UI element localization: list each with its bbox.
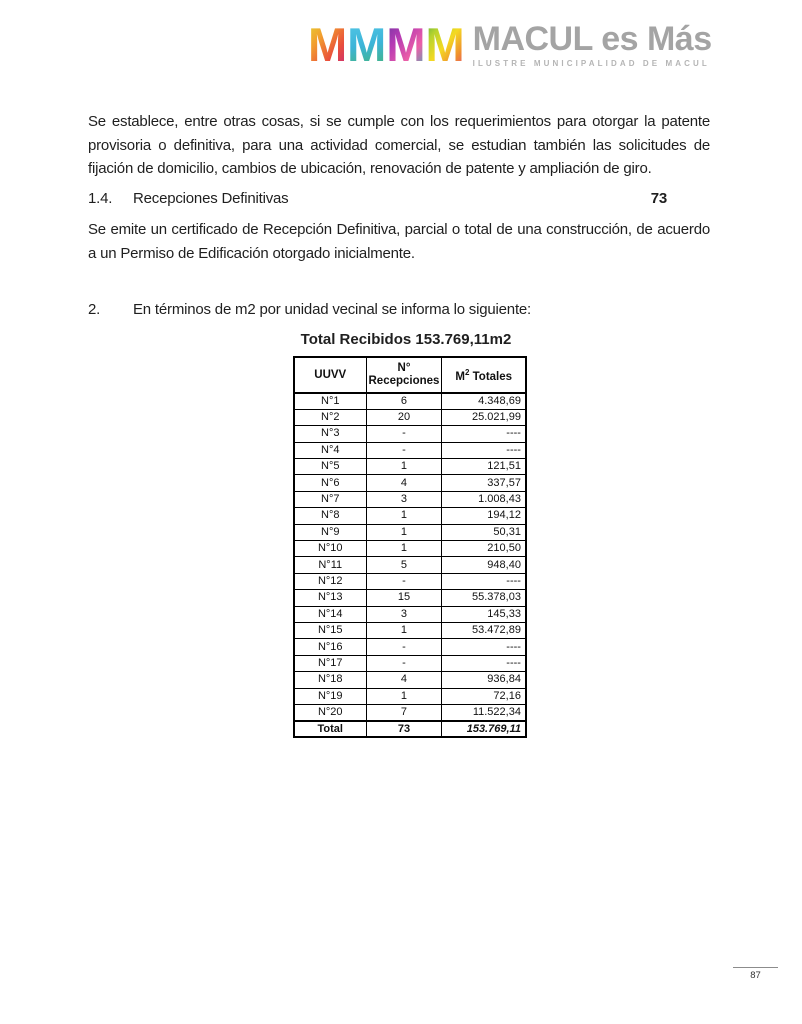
cell-m2-totales: 25.021,99 xyxy=(442,409,526,425)
paragraph-recepcion: Se emite un certificado de Recepción Definitiva, parcial o total de una construcción, de acuerdo a un Permiso de Edificación otorgado inicialmente. xyxy=(88,221,710,262)
cell-uuvv: N°1 xyxy=(294,393,366,409)
logo-title: MACUL es Más xyxy=(472,20,712,58)
cell-m2-totales: 145,33 xyxy=(442,606,526,622)
recepciones-table-body xyxy=(294,393,526,737)
cell-m2-totales: 50,31 xyxy=(442,524,526,540)
cell-recepciones: 5 xyxy=(366,557,442,573)
cell-uuvv: N°3 xyxy=(294,426,366,442)
logo-m-3: M xyxy=(386,18,424,71)
cell-m2-totales: ---- xyxy=(442,655,526,671)
cell-m2-totales: 72,16 xyxy=(442,688,526,704)
logo-mmmm-mark xyxy=(308,18,465,72)
header-recepciones-line2: Recepciones xyxy=(368,375,440,387)
logo-m-2: M xyxy=(347,18,385,71)
table-row xyxy=(294,491,526,507)
municipality-logo xyxy=(308,18,712,72)
cell-uuvv: N°12 xyxy=(294,573,366,589)
logo-subtitle: ILUSTRE MUNICIPALIDAD DE MACUL xyxy=(472,59,710,68)
table-row xyxy=(294,442,526,458)
item-number: 2. xyxy=(88,301,101,318)
table-row xyxy=(294,606,526,622)
cell-m2-totales: ---- xyxy=(442,442,526,458)
table-row xyxy=(294,541,526,557)
table-row xyxy=(294,639,526,655)
table-row xyxy=(294,622,526,638)
table-row xyxy=(294,459,526,475)
table-header-row xyxy=(294,357,526,393)
cell-uuvv: N°11 xyxy=(294,557,366,573)
table-row xyxy=(294,688,526,704)
cell-uuvv: N°13 xyxy=(294,590,366,606)
page-content xyxy=(88,110,710,738)
cell-m2-totales: ---- xyxy=(442,573,526,589)
cell-recepciones: 20 xyxy=(366,409,442,425)
header-m2-totales: $M^2$ Totales xyxy=(442,357,526,393)
cell-recepciones: 73 xyxy=(366,721,442,737)
table-row xyxy=(294,704,526,720)
cell-recepciones: - xyxy=(366,573,442,589)
table-row xyxy=(294,590,526,606)
table-row xyxy=(294,475,526,491)
logo-text-block xyxy=(473,22,712,72)
cell-m2-totales: 121,51 xyxy=(442,459,526,475)
table-row xyxy=(294,557,526,573)
paragraph-patentes: Se establece, entre otras cosas, si se cumple con los requerimientos para otorgar la patente provisoria o definitiva, para una actividad comercial, se estudian también las solicitudes de fijación de domicilio, cambios de ubicación, renovación de patente y ampliación de giro. xyxy=(88,113,710,177)
table-row xyxy=(294,672,526,688)
cell-m2-totales: ---- xyxy=(442,426,526,442)
cell-m2-totales: 948,40 xyxy=(442,557,526,573)
cell-m2-totales: 53.472,89 xyxy=(442,622,526,638)
cell-recepciones: - xyxy=(366,655,442,671)
table-row xyxy=(294,573,526,589)
table-row xyxy=(294,524,526,540)
header-recepciones xyxy=(366,357,442,393)
table-row xyxy=(294,508,526,524)
cell-uuvv: N°14 xyxy=(294,606,366,622)
cell-recepciones: 1 xyxy=(366,622,442,638)
table-row xyxy=(294,655,526,671)
cell-uuvv: N°5 xyxy=(294,459,366,475)
table-row xyxy=(294,409,526,425)
cell-uuvv: N°19 xyxy=(294,688,366,704)
cell-m2-totales: 11.522,34 xyxy=(442,704,526,720)
table-title: Total Recibidos 153.769,11m2 xyxy=(300,330,512,348)
section-heading-1-4 xyxy=(88,187,710,211)
cell-recepciones: 4 xyxy=(366,672,442,688)
cell-recepciones: - xyxy=(366,639,442,655)
cell-m2-totales: 194,12 xyxy=(442,508,526,524)
header-uuvv: UUVV xyxy=(294,357,366,393)
cell-uuvv: N°6 xyxy=(294,475,366,491)
cell-recepciones: 7 xyxy=(366,704,442,720)
logo-m-1: M xyxy=(308,18,346,71)
cell-uuvv: N°10 xyxy=(294,541,366,557)
cell-recepciones: - xyxy=(366,426,442,442)
cell-m2-totales: 1.008,43 xyxy=(442,491,526,507)
cell-uuvv: N°2 xyxy=(294,409,366,425)
recepciones-table xyxy=(293,356,527,738)
cell-uuvv: N°17 xyxy=(294,655,366,671)
cell-m2-totales: ---- xyxy=(442,639,526,655)
cell-uuvv: N°7 xyxy=(294,491,366,507)
cell-recepciones: 1 xyxy=(366,688,442,704)
cell-uuvv: N°20 xyxy=(294,704,366,720)
cell-m2-totales: 210,50 xyxy=(442,541,526,557)
cell-recepciones: 15 xyxy=(366,590,442,606)
table-row xyxy=(294,426,526,442)
cell-recepciones: 1 xyxy=(366,508,442,524)
cell-recepciones: 6 xyxy=(366,393,442,409)
table-row xyxy=(294,393,526,409)
cell-recepciones: 3 xyxy=(366,491,442,507)
cell-uuvv: Total xyxy=(294,721,366,737)
cell-recepciones: 1 xyxy=(366,459,442,475)
superscript-2: 2 xyxy=(464,368,470,378)
cell-uuvv: N°4 xyxy=(294,442,366,458)
cell-uuvv: N°8 xyxy=(294,508,366,524)
cell-m2-totales: 337,57 xyxy=(442,475,526,491)
cell-m2-totales: 153.769,11 xyxy=(442,721,526,737)
cell-m2-totales: 4.348,69 xyxy=(442,393,526,409)
cell-uuvv: N°18 xyxy=(294,672,366,688)
page-number: 87 xyxy=(750,970,761,981)
header-recepciones-line1: N° xyxy=(397,362,411,374)
item-2-heading xyxy=(88,298,710,322)
table-total-row xyxy=(294,721,526,737)
cell-recepciones: 4 xyxy=(366,475,442,491)
cell-m2-totales: 936,84 xyxy=(442,672,526,688)
cell-recepciones: - xyxy=(366,442,442,458)
section-title: Recepciones Definitivas xyxy=(133,189,289,207)
cell-recepciones: 1 xyxy=(366,524,442,540)
item-text: En términos de m2 por unidad vecinal se informa lo siguiente: xyxy=(133,301,532,318)
footer-divider xyxy=(733,967,778,968)
cell-uuvv: N°9 xyxy=(294,524,366,540)
section-number: 1.4. xyxy=(88,189,113,207)
cell-recepciones: 3 xyxy=(366,606,442,622)
logo-m-4: M xyxy=(425,18,463,71)
cell-uuvv: N°15 xyxy=(294,622,366,638)
table-container xyxy=(293,356,710,738)
section-value: 73 xyxy=(650,189,667,207)
cell-m2-totales: 55.378,03 xyxy=(442,590,526,606)
cell-uuvv: N°16 xyxy=(294,639,366,655)
cell-recepciones: 1 xyxy=(366,541,442,557)
